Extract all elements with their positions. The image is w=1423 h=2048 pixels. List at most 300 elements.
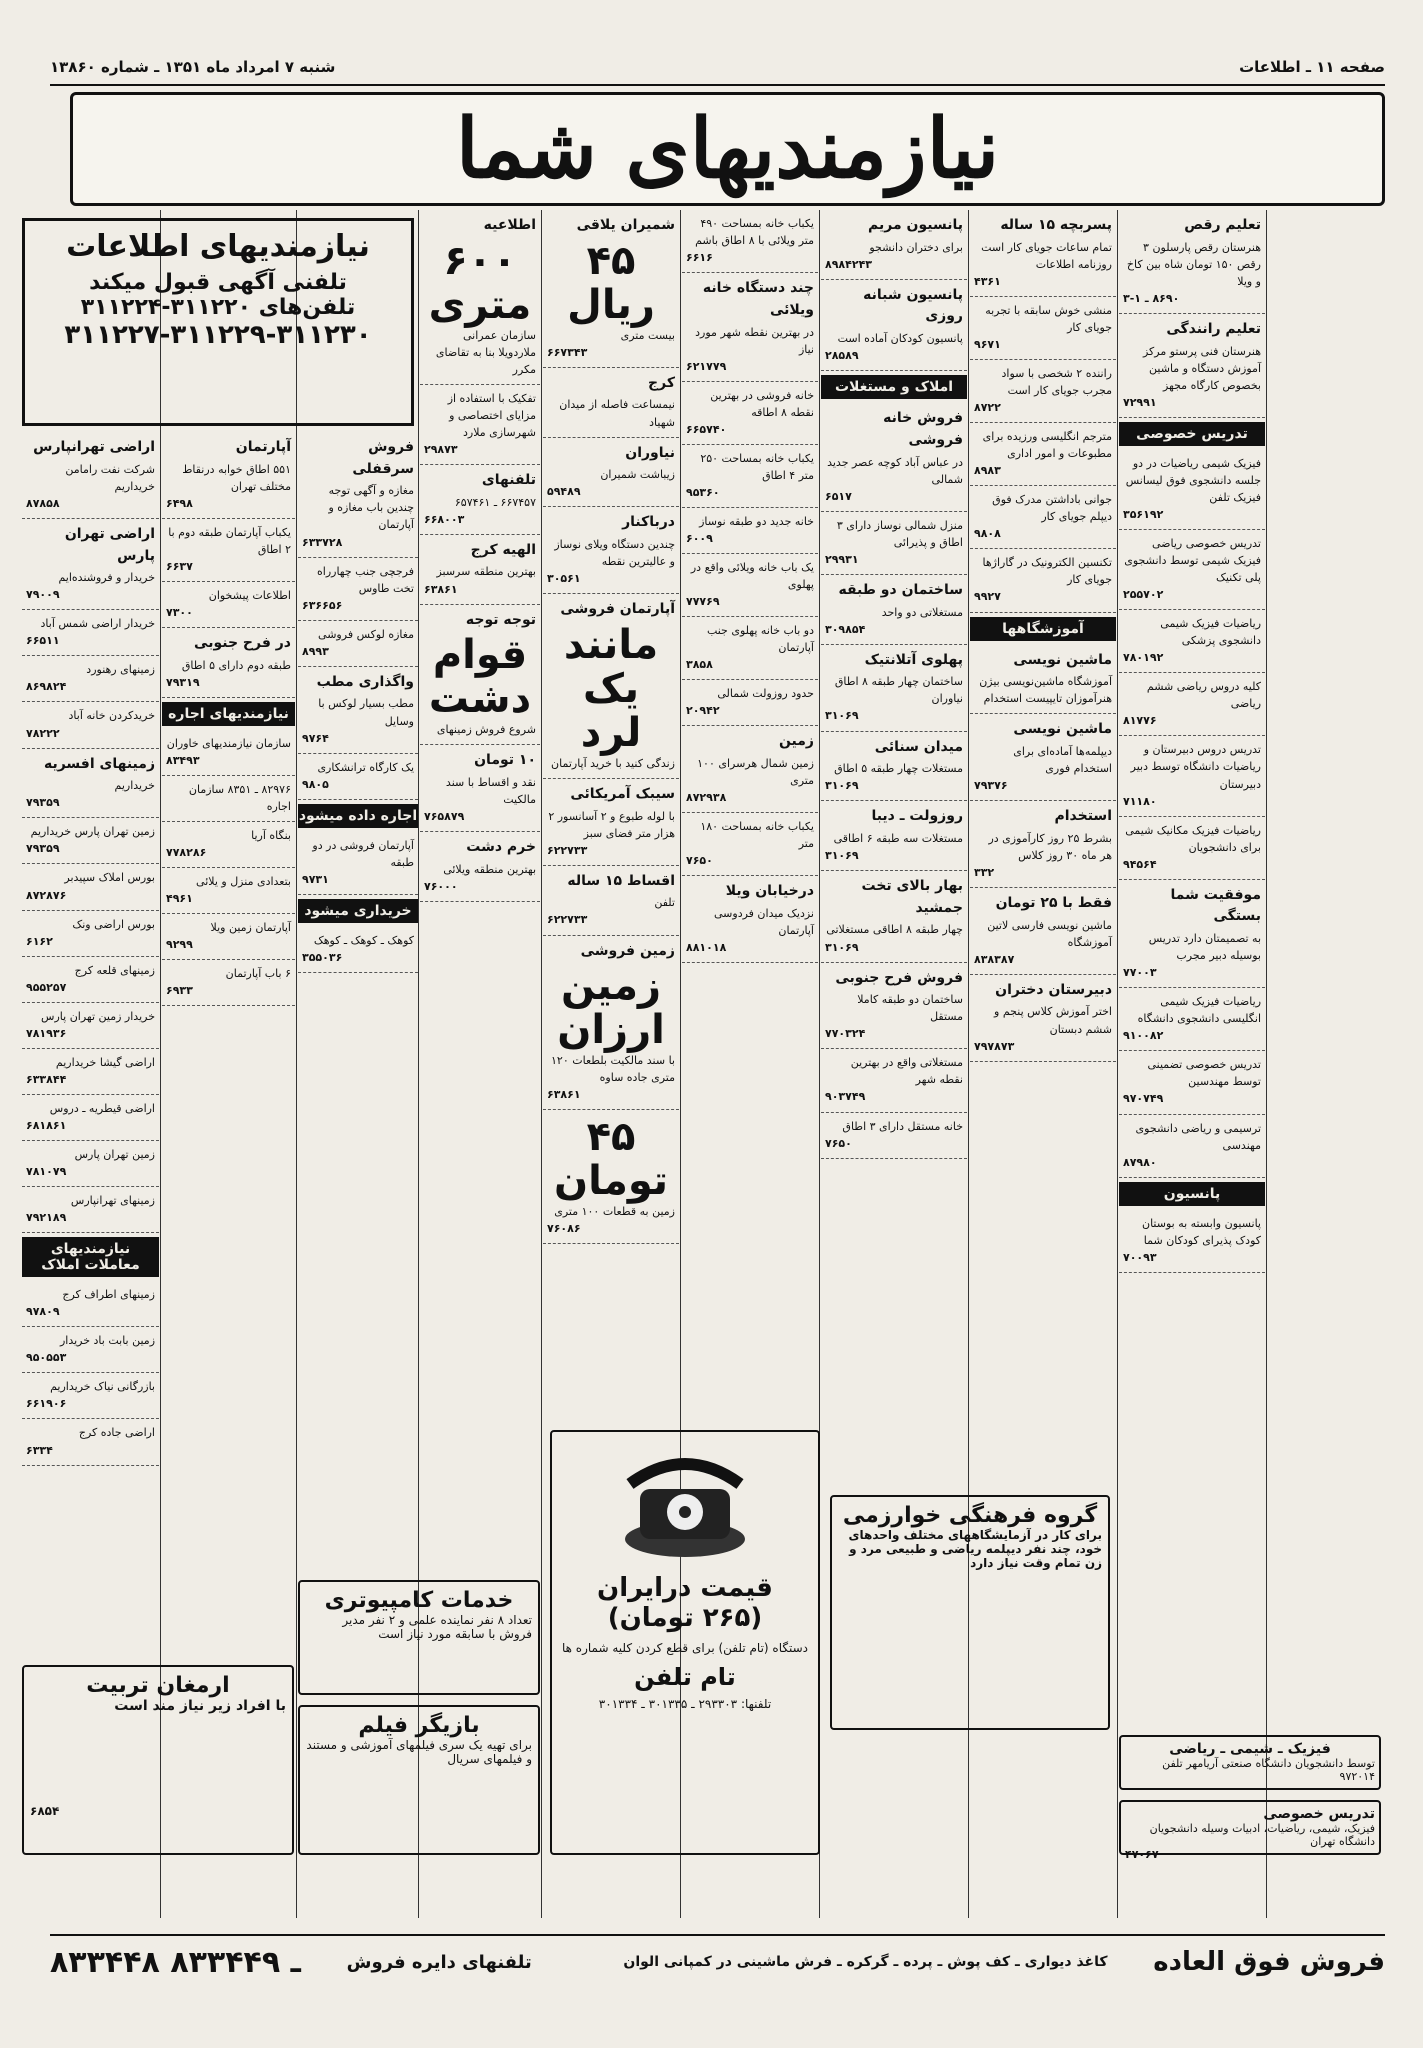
classified-ad [682,680,818,726]
page-label: صفحه ۱۱ ـ اطلاعات [1239,58,1385,76]
classified-ad [1119,210,1265,314]
ad-body: راننده ۲ شخصی با سواد مجرب جویای کار است [1001,366,1112,398]
ad-phone: ۸۹۸۴۲۴۳ [825,257,872,271]
ad-phone: ۷۸۱۰۷۹ [26,1165,67,1179]
classified-ad [298,432,418,558]
classified-ad [682,813,818,876]
ad-heading: تلفنهای [481,472,536,489]
classified-ad [162,432,295,519]
ad-body: سازمان عمرانی ملاردویلا بنا به تقاضای مکرر [435,328,536,376]
classified-ad [821,732,967,802]
classified-ad [1119,1115,1265,1178]
ad-body: مستغلات چهار طبقه ۵ اطاق [834,762,963,776]
phone-ad-price: (۲۶۵ تومان) [607,1603,763,1633]
ad-body: یکباب خانه بمساحت ۱۸۰ متر [700,820,814,851]
ad-phone: ۳۱۰۶۹ [825,940,859,954]
ad-phone: ۶۳۸۶۱ [424,582,458,596]
ad-heading: استخدام [1054,808,1112,825]
ad-body: مستغلاتی دو واحد [881,605,963,619]
classified-ad [821,645,967,732]
ad-body: مغازه و آگهی توجه چندین باب مغازه و آپارتمان [328,484,414,532]
ad-phone: ۷۷۸۲۸۶ [166,846,207,860]
physics-ad [1119,1735,1381,1790]
classified-ad [1119,988,1265,1051]
ad-phone: ۷۸۰۱۹۲ [1123,651,1164,665]
kharazmi-text: برای کار در آزمایشگاههای مختلف واحدهای خود، چند نفر دیپلمه ریاضی و طبیعی مرد و زن تمام وقت نیاز دارد [848,1528,1102,1570]
ad-body: آپارتمان زمین ویلا [210,921,291,935]
ad-body: چندین دستگاه ویلای نوساز و عالیترین نقطه [554,538,675,569]
ad-phone: ۷۹۲۱۸۹ [26,1211,67,1225]
ad-heading: موفقیت شما بستگی [1170,886,1261,925]
ad-body: پانسیون وابسته به بوستان کودک پذیرای کودکان شما [1142,1216,1261,1247]
ad-heading: تعلیم رقص [1184,217,1261,233]
ad-phone: ۶۵۱۷ [825,489,852,503]
classified-ad [420,535,540,605]
ad-body: اراضی قیطریه ـ دروس [49,1101,155,1115]
ad-body: بتعدادی منزل و یلائی [196,875,291,889]
ad-phone: ۲۰۹۴۲ [686,704,720,718]
ad-heading: واگذاری مطب [316,673,414,690]
classified-ad [543,507,679,594]
ad-list [682,210,818,963]
ad-body: دو باب خانه پهلوی جنب آپارتمان [706,624,814,655]
ad-heading: پسربچه ۱۵ ساله [1000,217,1112,233]
classified-ad [1119,450,1265,530]
ad-phone: ۷۹۰۰۹ [26,588,60,602]
ad-phone: ۸۷۲۹۳۸ [686,791,727,805]
armaghan-text: با افراد زیر نیاز مند است [114,1698,286,1714]
ad-body: خریداریم [114,779,155,793]
ad-phone: ۸۶۹۸۲۴ [26,680,67,694]
classified-ad [420,605,540,746]
date-label: شنبه ۷ امرداد ماه ۱۳۵۱ ـ شماره ۱۳۸۶۰ [50,58,336,76]
ad-phone: ۶۳۳۷۲۸ [302,535,343,549]
ad-body: مستغلات سه طبقه ۶ اطاقی [833,831,963,845]
ad-phone: ۹۷۳۱ [302,872,329,886]
ad-phone: ۸۹۸۳ [974,464,1001,478]
ad-body: پانسیون کودکان آماده است [837,332,963,346]
classified-ad [1119,530,1265,610]
classified-ad [543,936,679,1111]
classified-ad [420,385,540,465]
physics-title: فیزیک ـ شیمی ـ ریاضی [1169,1741,1331,1757]
classified-ad [821,280,967,371]
ad-heading: نیاوران [625,444,675,461]
ad-phone: ۹۷۰۷۴۹ [1123,1092,1164,1106]
classified-ad [821,1049,967,1112]
ad-body: مترجم انگلیسی ورزیده برای مطبوعات و امور اداری [982,430,1112,461]
ad-body: خریدار اراضی شمس آباد [40,617,155,631]
ad-phone: ۲۹۸۷۳ [424,442,458,456]
classified-ad [543,210,679,368]
ad-phone: ۹۷۸۰۹ [26,1305,60,1319]
section-heading: آموزشگاهها [970,617,1116,641]
section-heading: نیازمندیهای معاملات املاک [22,1237,159,1277]
ad-body: اراضی جاده کرج [78,1426,155,1440]
computer-services-text: تعداد ۸ نفر نماینده علمی و ۲ نفر مدیر فروش با سابقه مورد نیاز است [342,1613,532,1641]
ad-phone: ۷۸۲۲۲ [26,726,60,740]
ad-body: ساختمان چهار طبقه ۸ اطاق نیاوران [834,675,963,706]
ad-body: منشی خوش سابقه با تجربه جویای کار [985,303,1112,334]
classified-ad [970,801,1116,888]
ad-heading: ماشین نویسی [1013,721,1112,738]
ad-phone: ۷۶۵۸۷۹ [424,810,465,824]
section-heading: پانسیون [1119,1182,1265,1206]
classified-ad [970,486,1116,549]
classified-ad [22,1003,159,1049]
ad-phone: ۵۹۴۸۹ [547,485,581,499]
classified-ad [970,360,1116,423]
classified-ad [22,656,159,702]
classified-ad [22,1049,159,1095]
info-box-phones-2: ۳۱۱۲۲۷-۳۱۱۲۲۹-۳۱۱۲۳۰ [64,320,372,350]
ad-heading: درخیابان ویلا [725,883,814,900]
classified-ad [543,779,679,866]
ad-list [298,432,418,973]
ad-heading: میدان سنائی [874,738,963,755]
ad-phone: ۴۳۶۱ [974,274,1001,288]
ad-body: ریاضیات فیزیک شیمی انگلیسی دانشجوی دانشگاه [1137,995,1261,1026]
ad-display-text: قوام دشت [428,632,532,723]
ad-body: زندگی کنید با خرید آپارتمان [551,756,675,770]
ad-body: یکباب آپارتمان طبقه دوم با ۲ اطاق [168,525,291,556]
classified-ad [543,594,679,779]
ad-phone: ۳۰۹۸۵۴ [825,622,866,636]
ad-body: به تصمیمتان دارد تدریس بوسیله دبیر مجرب [1148,932,1261,963]
classified-ad [420,465,540,535]
ad-phone: ۷۹۷۸۷۳ [974,1039,1015,1053]
ad-body: ساختمان دو طبقه کاملا مستقل [857,993,963,1024]
column-9 [22,432,159,1568]
ad-heading: کرج [648,374,675,391]
classified-ad [162,776,295,822]
classified-ad [1119,1051,1265,1114]
classified-ad [420,832,540,902]
classified-ad [1119,610,1265,673]
ad-phone: ۳۱۰۶۹ [825,849,859,863]
ad-body: نیمساعت فاصله از میدان شهیاد [559,398,675,429]
ad-body: ۶۶۷۴۵۷ ـ ۶۵۷۴۶۱ [454,495,536,509]
ad-body: با لوله طبوع و ۲ آسانسور ۲ هزار متر فضای سبز [548,809,675,840]
ad-phone: ۷۶۵۰ [686,854,713,868]
phone-ad-title: قیمت درایران [597,1573,773,1603]
classified-ad [682,210,818,273]
classified-ad [22,1095,159,1141]
ad-body: تفکیک با استفاده از مزایای اختصاصی و شهرسازی ملارد [447,391,536,439]
ad-phone: ۹۵۵۲۵۷ [26,980,67,994]
classified-ad [22,1141,159,1187]
computer-services-title: خدمات کامپیوتری [324,1588,514,1613]
ad-phone: ۶۶۳۷ [166,559,193,573]
classified-ad [1119,673,1265,736]
ad-phone: ۶۶۱۹۰۶ [26,1397,67,1411]
classified-ad [1119,817,1265,880]
kharazmi-title: گروه فرهنگی خوارزمی [842,1503,1098,1528]
ad-phone: ۸۳۴۹۳ [166,753,200,767]
ad-body: زمینهای قلعه کرج [74,963,155,977]
ad-display-text: زمین ارزان [557,963,665,1054]
phone-device-ad [550,1430,820,1855]
ad-body: بورس اراضی ونک [72,917,155,931]
ad-phone: ۹۶۷۱ [974,337,1001,351]
classified-ad [970,549,1116,612]
classified-ad [543,368,679,438]
ad-list [970,210,1116,1062]
bottom-ad-strip [50,1934,1385,1988]
kharazmi-ad [830,1495,1110,1730]
ad-body: هنرستان فنی پرستو مرکز آموزش دستگاه و ماشین بخصوص کارگاه مجهز [1142,344,1261,392]
ad-phone: ۳۳۲ [974,865,995,879]
ad-heading: تعلیم رانندگی [1166,320,1261,337]
ad-phone: ۷۷۰۰۳ [1123,966,1157,980]
ad-heading: اقساط ۱۵ ساله [567,872,675,889]
ad-body: با سند مالکیت بلطعات ۱۲۰ متری جاده ساوه [551,1054,675,1085]
ad-body: یک کارگاه ترانشکاری [317,760,414,774]
ad-body: سازمان نیازمندیهای خاوران [166,736,291,750]
phone-ad-contact: تلفنها: ۲۹۳۳۰۳ ـ ۳۰۱۳۳۵ ـ ۳۰۱۳۳۴ [598,1697,772,1711]
ad-body: جوانی باداشتن مدرک فوق دیپلم جویای کار [992,493,1112,524]
ad-heading: شمیران یلاقی [576,217,675,233]
armaghan-ad [22,1665,294,1855]
ad-body: در عباس آباد کوچه عصر جدید شمالی [827,455,963,486]
ad-body: زمین شمال هرسرای ۱۰۰ متری [697,757,814,788]
ad-heading: توجه توجه [465,611,536,628]
classified-ad [22,432,159,519]
bottom-ad-name: فروش فوق العاده [1153,1947,1385,1977]
bottom-phones-label: تلفنهای دایره فروش [346,1951,532,1973]
ad-body: بهترین منطقه سرسبز [436,565,536,579]
ad-phone: ۸۹۹۳ [302,644,329,658]
ad-heading: فروش فرح جنوبی [835,969,963,986]
classified-ad [298,667,418,754]
column-rule [296,210,297,1918]
classified-ad [162,960,295,1006]
ad-phone: ۹۵۰۵۵۳ [26,1351,67,1365]
classified-ad [22,818,159,864]
ad-heading: ۱۰ تومان [474,752,536,769]
ad-body: زمین تهران پارس [74,1148,155,1162]
ad-body: بشرط ۲۵ روز کارآموزی در هر ماه ۳۰ روز کلاس [988,831,1112,862]
ad-phone: ۷۷۷۶۹ [686,595,720,609]
ad-body: زمین بابت باد خریدار [59,1334,155,1348]
ad-phone: ۶۶۷۳۴۳ [547,345,588,359]
classified-ad [298,558,418,621]
film-actor-ad [298,1705,540,1855]
ad-list [22,432,159,1466]
ad-body: اختر آموزش کلاس پنجم و ششم دبستان [994,1005,1112,1036]
ad-body: زمینهای اطراف کرج [62,1288,155,1302]
ad-body: تدریس خصوصی ریاضی فیزیک شیمی توسط دانشجوی پلی تکنیک [1124,536,1261,585]
ad-body: زمینهای تهرانپارس [70,1194,155,1208]
ad-body: یکباب خانه بمساحت ۴۹۰ متر ویلائی با ۸ اطاق باشم [695,217,814,248]
ad-body: خانه فروشی در بهترین نقطه ۸ اطاقه [710,388,814,419]
classified-ad [162,730,295,776]
ad-phone: ۷۶۰۸۶ [547,1222,581,1236]
ad-list [420,210,540,902]
private-tutoring-ad [1119,1800,1381,1861]
physics-text: توسط دانشجویان دانشگاه صنعتی آریامهر تلفن ۹۷۲۰۱۴ [1162,1757,1375,1783]
ad-body: بازرگانی نیاک خریداریم [50,1380,155,1394]
ad-list [162,432,295,1006]
ad-body: چهار طبقه ۸ اطاقی مستغلاتی [826,923,963,937]
classified-ad [298,927,418,973]
column-1 [1119,210,1265,1918]
ad-heading: ساختمان دو طبقه [838,581,963,598]
column-5 [543,210,679,1418]
ad-heading: الهیه کرج [470,541,536,558]
ad-phone: ۶۰۰۹ [686,531,713,545]
ad-body: یکباب خانه بمساحت ۲۵۰ متر ۴ اطاق [700,451,814,482]
ad-body: مغازه لوکس فروشی [318,627,414,641]
classified-ad [970,423,1116,486]
ad-heading: دبیرستان دختران [995,981,1112,998]
ad-body: ریاضیات فیزیک شیمی دانشجوی پزشکی [1160,617,1261,648]
ad-body: فیزیک شیمی ریاضیات در دو جلسه دانشجوی فوق لیسانس فیزیک تلفن [1125,456,1261,504]
classified-ad [821,871,967,962]
ad-phone: ۶۲۲۷۳۳ [547,843,588,857]
ad-phone: ۸۶۹۰ ـ ۱-۳ [1123,291,1180,305]
phone-ad-text: دستگاه (تام تلفن) برای قطع کردن کلیه شماره ها [561,1641,808,1655]
ad-body: شروع فروش زمینهای [436,723,536,737]
ad-display-text: مانند یک لرد [563,621,659,756]
classified-ad [682,445,818,508]
ad-phone: ۹۸۰۸ [974,527,1001,541]
ad-body: اراضی گیشا خریداریم [55,1055,155,1069]
classified-ad [682,273,818,382]
ad-phone: ۸۷۹۸۰ [1123,1155,1157,1169]
classified-ad [682,382,818,445]
classified-ad [970,714,1116,801]
classified-ad [970,645,1116,715]
film-actor-text: برای تهیه یک سری فیلمهای آموزشی و مستند و فیلمهای سریال [306,1738,532,1766]
ad-body: برای دختران دانشجو [869,240,963,254]
ad-heading: سیبک آمریکائی [570,785,675,802]
banner-title: نیازمندیهای شما [455,101,1000,197]
ad-phone: ۲۸۵۸۹ [825,349,859,363]
ad-body: نقد و اقساط با سند مالکیت [445,776,536,807]
classified-ad [821,512,967,575]
section-heading: نیازمندیهای اجاره [162,702,295,726]
classified-ad [821,575,967,645]
ad-phone: ۷۷۰۳۲۴ [825,1027,866,1041]
ad-phone: ۹۲۹۹ [166,938,193,952]
column-6 [420,210,540,1568]
ad-phone: ۳۵۵۰۳۶ [302,950,343,964]
classified-ad [22,1187,159,1233]
ad-phone: ۹۷۶۴ [302,731,329,745]
column-rule [1266,210,1267,1918]
info-box-title: نیازمندیهای اطلاعات [66,229,370,264]
ad-phone: ۷۰۰۹۳ [1123,1250,1157,1264]
ad-phone: ۷۹۳۷۶ [974,779,1008,793]
column-7 [298,432,418,1568]
ad-body: دیپلمه‌ها آماده‌ای برای استخدام فوری [1013,745,1112,776]
ad-phone: ۶۶۵۱۱ [26,634,60,648]
ad-phone: ۷۹۳۵۹ [26,842,60,856]
ad-body: حدود روزولت شمالی [717,687,814,701]
ad-display-text: ۴۵ تومان [553,1114,669,1205]
ad-body: اطلاعات پیشخوان [208,588,291,602]
ad-body: ۶ باب آپارتمان [225,967,291,981]
ad-body: تدریس خصوصی تضمینی توسط مهندسین [1147,1058,1261,1089]
ad-body: منزل شمالی نوساز دارای ۳ اطاق و پذیرائی [836,518,963,549]
ad-phone: ۷۳۰۰ [166,606,193,620]
classified-ad [970,975,1116,1062]
classified-ad [420,745,540,832]
ad-heading: فروش خانه فروشی [883,410,963,448]
ad-body: کوهک ـ کوهک ـ کوهک [313,933,414,947]
info-box-subtitle: تلفنی آگهی قبول میکند [89,270,347,295]
ad-body: تمام ساعات جویای کار است روزنامه اطلاعات [981,240,1112,271]
classified-ad [22,702,159,748]
classified-ad [1119,314,1265,418]
classified-ad [821,801,967,871]
ad-heading: اراضی تهران پارس [64,525,155,564]
ad-phone: ۶۳۳۴ [26,1443,53,1457]
ad-body: بنگاه آریا [251,829,291,843]
ad-body: یک باب خانه ویلائی واقع در پهلوی [690,561,814,592]
classified-ad [970,210,1116,297]
ad-heading: زمین فروشی [580,942,675,959]
column-rule [160,210,161,1918]
ad-phone: ۷۸۱۹۳۶ [26,1026,67,1040]
ad-body: خریدار زمین تهران پارس [41,1009,155,1023]
ad-body: زیباشت شمیران [600,468,675,482]
ad-phone: ۳۱۰۶۹ [825,779,859,793]
ad-heading: آپارتمان فروشی [560,601,675,618]
tutoring-text: فیزیک، شیمی، ریاضیات، ادبیات وسیله دانشجویان دانشگاه تهران [1149,1822,1375,1848]
ad-heading: خرم دشت [466,839,536,856]
ad-display-text: ۴۵ ریال [567,237,655,328]
ad-phone: ۴۹۶۱ [166,892,193,906]
bottom-phones: ۸۳۳۴۴۸ ـ ۸۳۳۴۴۹ [50,1944,301,1980]
ad-phone: ۲۹۹۳۱ [825,552,859,566]
ad-heading: فروش سرقفلی [352,439,414,477]
film-actor-title: بازیگر فیلم [358,1713,480,1738]
ad-phone: ۸۳۸۳۸۷ [974,952,1015,966]
info-box [22,218,414,426]
section-heading: املاک و مستغلات [821,375,967,399]
bottom-ad-text: کاغذ دیواری ـ کف پوش ـ پرده ـ گرکره ـ فرش ماشینی در کمپانی الوان [623,1954,1108,1970]
ad-phone: ۹۴۵۶۴ [1123,857,1157,871]
ad-body: ۸۲۹۷۶ ـ ۸۳۵۱ سازمان اجاره [188,782,291,813]
ad-body: کلیه دروس ریاضی ششم ریاضی [1146,680,1261,711]
classified-ad [22,957,159,1003]
ad-phone: ۷۲۹۹۱ [1123,395,1157,409]
ad-body: خریدار و فروشنده‌ایم [58,571,155,585]
column-rule [1117,210,1118,1918]
classified-ad [543,438,679,508]
ad-phone: ۳۸۵۸ [686,658,713,672]
ad-body: طبقه دوم دارای ۵ اطاق [181,658,291,672]
classified-ad [162,914,295,960]
classified-ad [162,822,295,868]
classified-ad [22,749,159,819]
classified-ad [821,963,967,1050]
armaghan-title: ارمغان تربیت [86,1673,230,1698]
classified-ad [682,617,818,680]
classified-ad [1119,1210,1265,1273]
section-heading: تدریس خصوصی [1119,422,1265,446]
classified-ad [22,1327,159,1373]
ad-phone: ۶۴۹۸ [166,496,193,510]
ad-body: خانه جدید دو طبقه نوساز [699,514,814,528]
classified-ad [22,1419,159,1465]
classified-ad [821,210,967,280]
ad-phone: ۳۰۵۶۱ [547,572,581,586]
classified-ad [298,621,418,667]
classified-ad [298,754,418,800]
